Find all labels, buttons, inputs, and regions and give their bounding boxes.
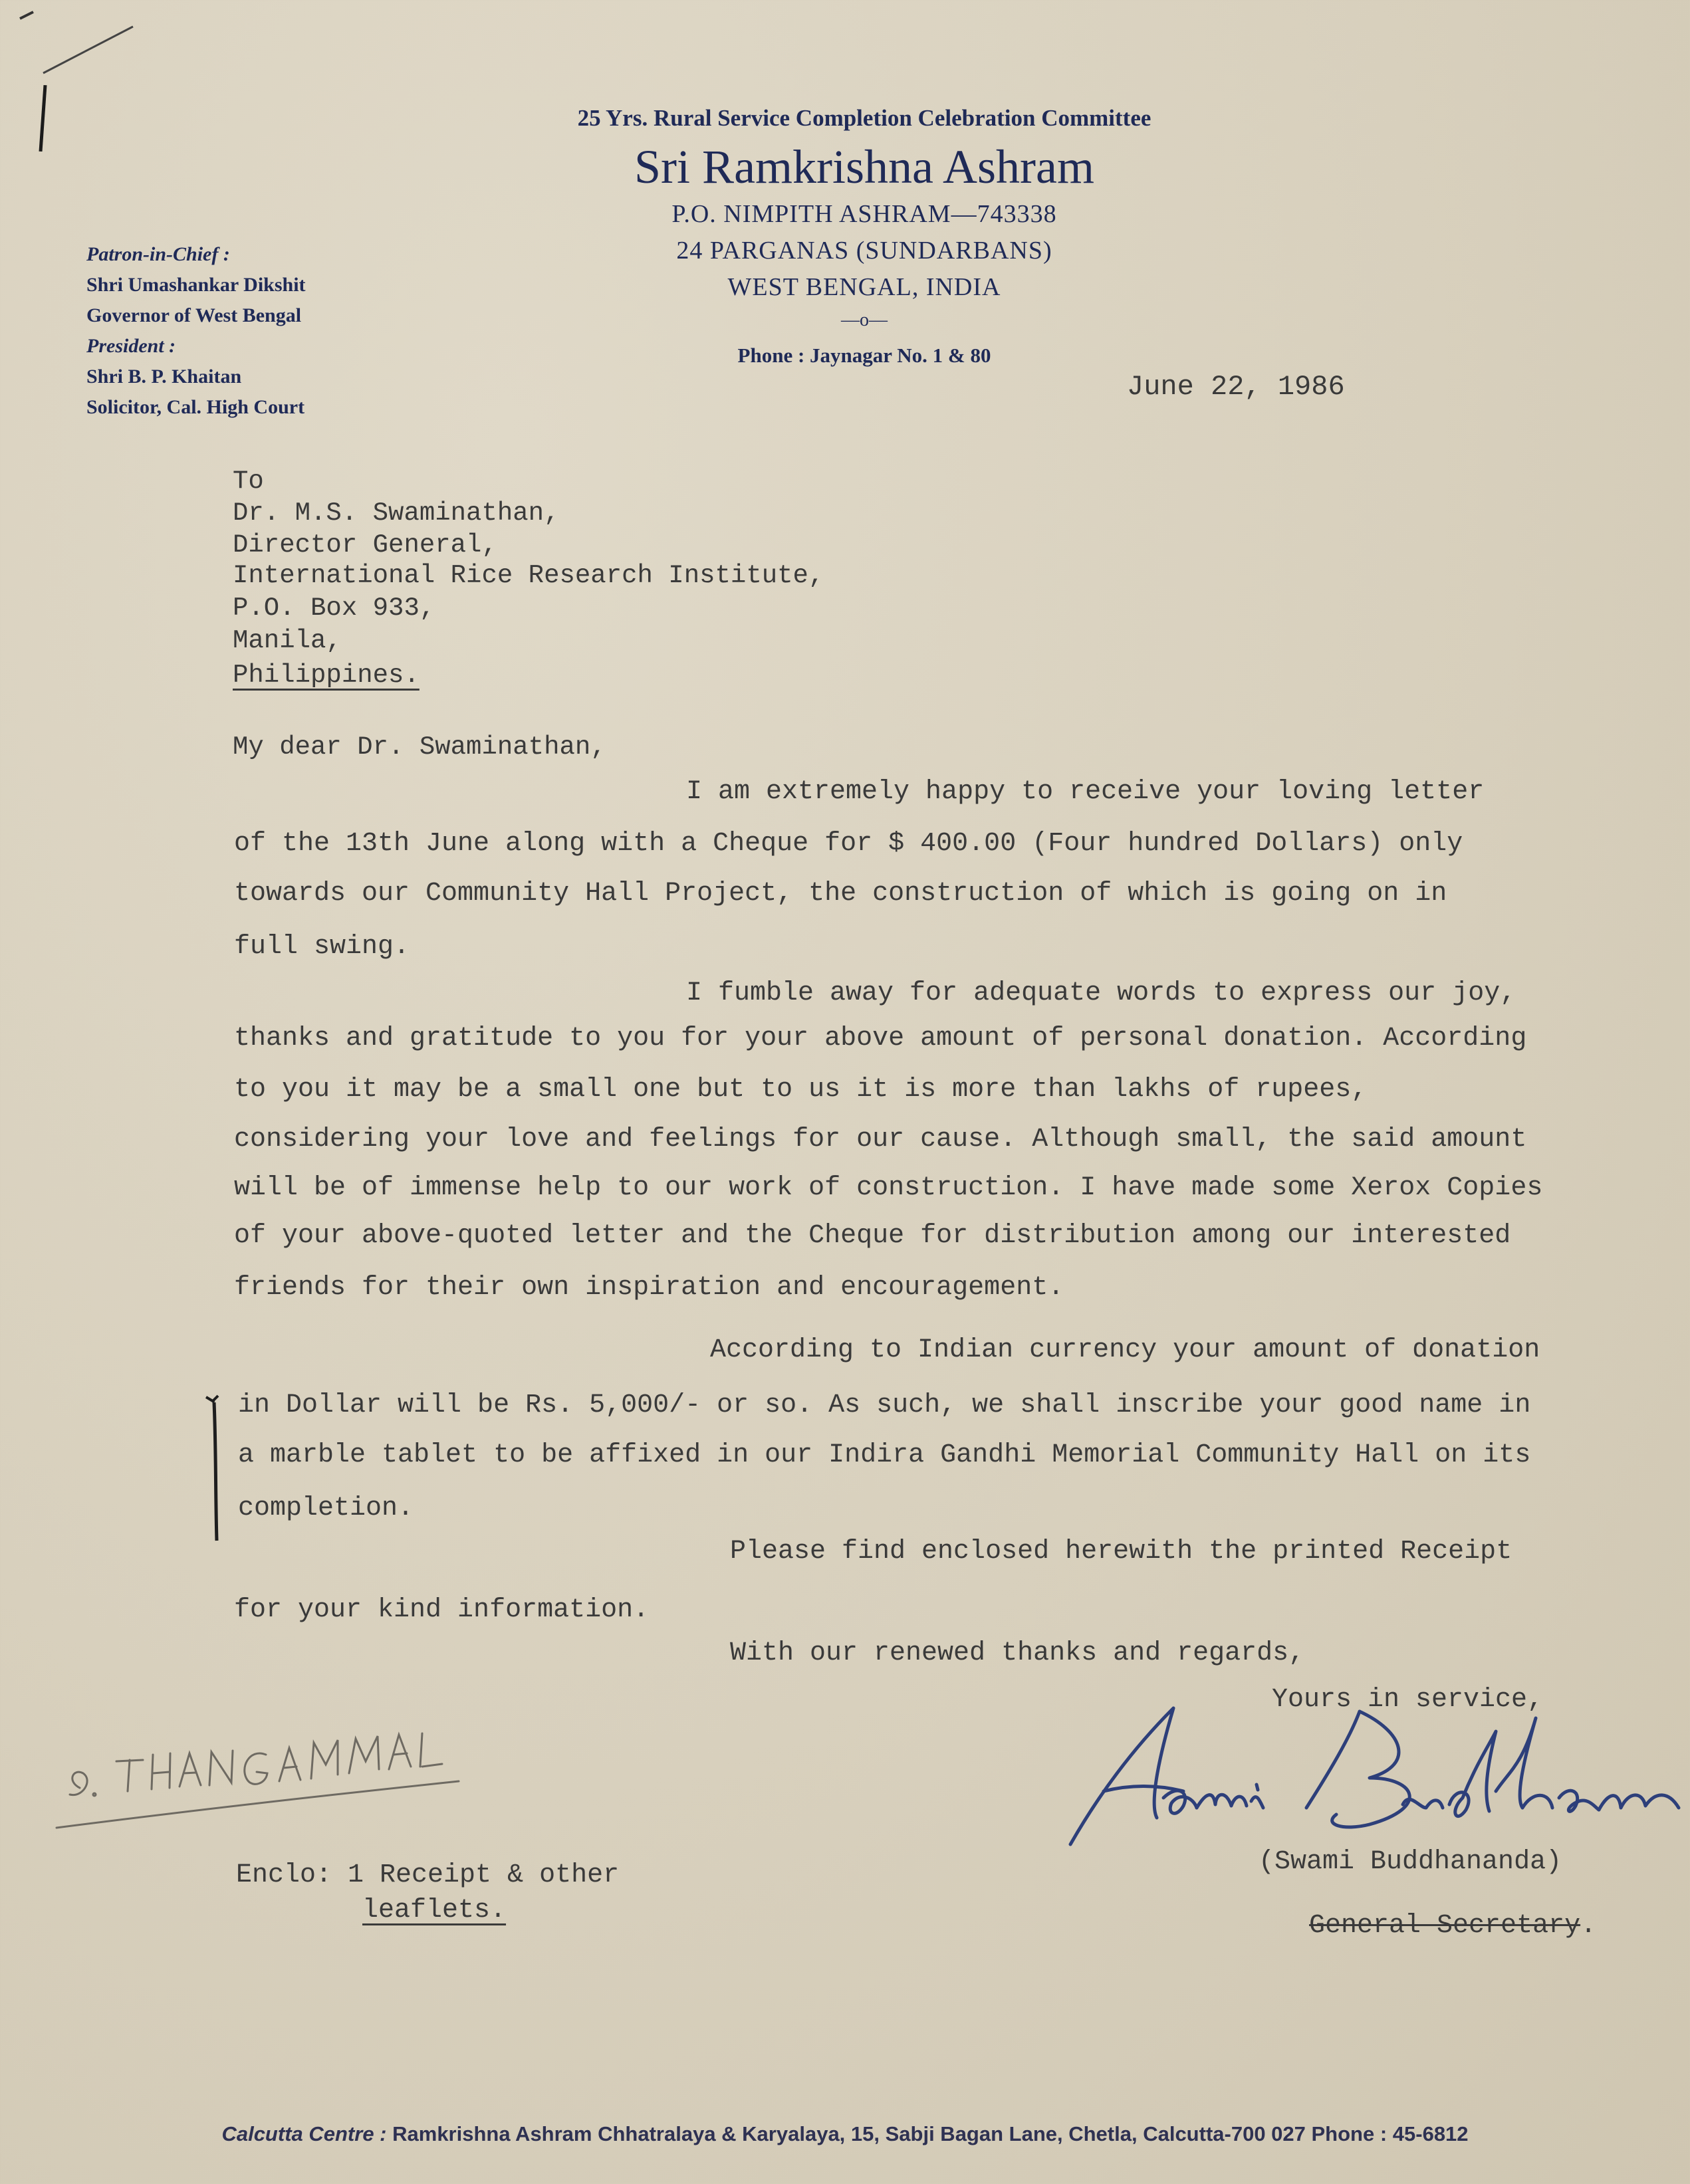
signatory-title-tail: . [1580,1911,1597,1941]
body-line: of your above-quoted letter and the Cheque for distribution among our interested [234,1221,1511,1251]
patron-role: Patron-in-Chief : [86,243,230,265]
body-line: According to Indian currency your amount of donation [710,1335,1540,1365]
body-line: Please find enclosed herewith the printed Receipt [730,1537,1512,1567]
body-line: towards our Community Hall Project, the construction of which is going on in [234,879,1447,909]
body-line: thanks and gratitude to you for your above amount of personal donation. According [234,1024,1527,1053]
recipient-name: Dr. M.S. Swaminathan, [233,498,560,528]
body-line: full swing. [234,932,410,962]
closing-line: With our renewed thanks and regards, [730,1638,1305,1668]
enclosure-line-1: Enclo: 1 Receipt & other [236,1860,620,1890]
signatory-title: General Secretary [1309,1911,1581,1941]
footer-label: Calcutta Centre : [221,2122,387,2145]
signatory-name: (Swami Buddhananda) [1259,1847,1562,1877]
organization-name: Sri Ramkrishna Ashram [634,140,1094,193]
patron-name: Shri Umashankar Dikshit [86,274,306,296]
body-line: I am extremely happy to receive your loving letter [686,777,1485,807]
address-line-3: WEST BENGAL, INDIA [727,273,1001,301]
committee-name: 25 Yrs. Rural Service Completion Celebration Committee [577,105,1151,131]
recipient-to: To [233,467,264,496]
body-line: I fumble away for adequate words to express our joy, [686,978,1516,1008]
officials-block [86,239,306,423]
body-line: will be of immense help to our work of construction. I have made some Xerox Copies [234,1173,1543,1203]
patron-title: Governor of West Bengal [86,304,302,326]
recipient-institution: International Rice Research Institute, [233,561,824,590]
president-name: Shri B. P. Khaitan [86,366,242,387]
body-line: a marble tablet to be affixed in our Indira Gandhi Memorial Community Hall on its [238,1440,1531,1470]
body-line: in Dollar will be Rs. 5,000/- or so. As such, we shall inscribe your good name in [238,1390,1531,1420]
handwritten-note [53,1688,479,1834]
recipient-country: Philippines. [233,661,420,690]
salutation: My dear Dr. Swaminathan, [233,732,606,762]
recipient-city: Manila, [233,626,342,655]
body-line: friends for their own inspiration and encouragement. [234,1273,1064,1303]
body-line: to you it may be a small one but to us it is more than lakhs of rupees, [234,1075,1368,1105]
enclosure-line-2: leaflets. [362,1896,507,1925]
signatory-title-line [1277,1886,1596,1939]
president-title: Solicitor, Cal. High Court [86,396,305,418]
signoff: Yours in service, [1272,1685,1544,1715]
body-line: of the 13th June along with a Cheque for $ 400.00 (Four hundred Dollars) only [234,829,1463,859]
recipient-box: P.O. Box 933, [233,594,435,623]
footer-text: Ramkrishna Ashram Chhatralaya & Karyalaya, 15, Sabji Bagan Lane, Chetla, Calcutta-700 027 Phone : 45-6812 [392,2122,1469,2145]
president-role: President : [86,335,176,357]
body-line: completion. [238,1493,414,1523]
margin-bracket-mark [199,1389,226,1549]
letterhead-separator: —o— [841,310,888,330]
address-line-1: P.O. NIMPITH ASHRAM—743338 [671,200,1057,228]
letter-date: June 22, 1986 [1127,371,1345,403]
footer [0,2122,1690,2146]
signature-scribble [1057,1692,1689,1858]
body-line: considering your love and feelings for our cause. Although small, the said amount [234,1125,1527,1154]
recipient-title: Director General, [233,530,497,560]
letterhead-phone: Phone : Jaynagar No. 1 & 80 [737,344,991,367]
stray-pen-stroke [13,0,146,93]
body-line: for your kind information. [234,1595,650,1625]
address-line-2: 24 PARGANAS (SUNDARBANS) [676,237,1052,265]
